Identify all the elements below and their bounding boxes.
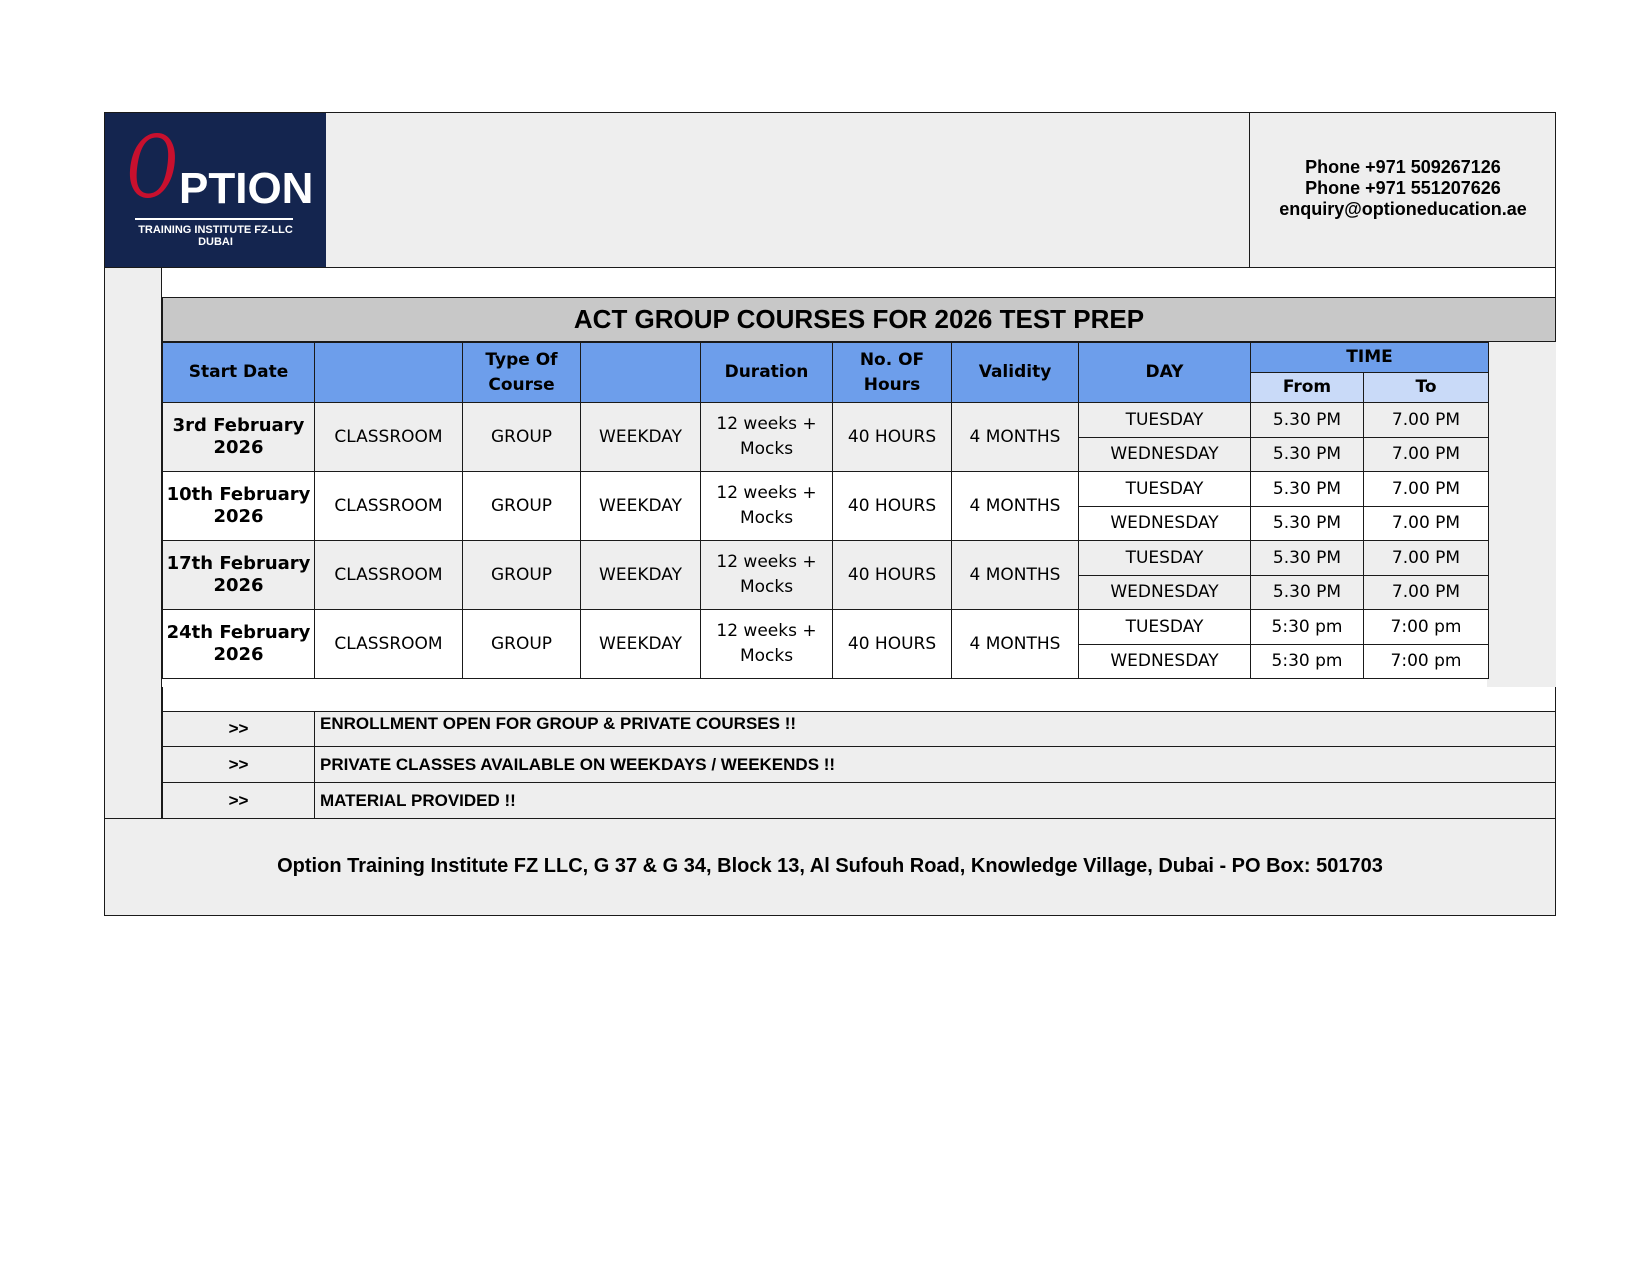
days-cell: WEEKDAY (581, 610, 701, 679)
hours-cell: 40 HOURS (833, 403, 952, 472)
table-right-fill (1487, 342, 1556, 688)
logo-underline (135, 218, 293, 220)
logo-letter-o: O (127, 118, 178, 218)
start-date-cell: 24th February 2026 (163, 610, 315, 679)
days-cell: WEEKDAY (581, 541, 701, 610)
day-cell: WEDNESDAY (1079, 645, 1251, 679)
phone-1: Phone +971 509267126 (1305, 157, 1501, 177)
hours-cell: 40 HOURS (833, 472, 952, 541)
note-arrow: >> (163, 747, 315, 782)
duration-cell: 12 weeks + Mocks (701, 403, 833, 472)
mode-cell: CLASSROOM (315, 472, 463, 541)
email-address: enquiry@optioneducation.ae (1279, 199, 1527, 219)
note-row-3 (162, 782, 1556, 819)
time-to-cell: 7.00 PM (1364, 507, 1489, 541)
time-from-cell: 5.30 PM (1251, 507, 1364, 541)
time-to-cell: 7.00 PM (1364, 438, 1489, 472)
spacer-row (162, 268, 1556, 298)
validity-cell: 4 MONTHS (952, 541, 1079, 610)
day-cell: TUESDAY (1079, 541, 1251, 576)
header-from: From (1251, 373, 1364, 403)
course-type-cell: GROUP (463, 610, 581, 679)
contact-box (1249, 112, 1556, 268)
day-cell: WEDNESDAY (1079, 576, 1251, 610)
time-to-cell: 7:00 pm (1364, 645, 1489, 679)
header-to: To (1364, 373, 1489, 403)
days-cell: WEEKDAY (581, 403, 701, 472)
header-day: DAY (1079, 343, 1251, 403)
header-validity: Validity (952, 343, 1079, 403)
header-type: Type Of Course (463, 343, 581, 403)
note-row-1 (162, 711, 1556, 747)
start-date-cell: 3rd February 2026 (163, 403, 315, 472)
phone-2: Phone +971 551207626 (1305, 178, 1501, 198)
day-cell: TUESDAY (1079, 610, 1251, 645)
table-row (163, 610, 1489, 645)
company-logo (105, 113, 326, 267)
note-text: ENROLLMENT OPEN FOR GROUP & PRIVATE COURSES !! (320, 714, 797, 733)
validity-cell: 4 MONTHS (952, 403, 1079, 472)
time-from-cell: 5.30 PM (1251, 541, 1364, 576)
page-title: ACT GROUP COURSES FOR 2026 TEST PREP (162, 297, 1556, 342)
left-margin-strip (104, 268, 162, 820)
validity-cell: 4 MONTHS (952, 610, 1079, 679)
note-arrow: >> (163, 712, 315, 746)
time-to-cell: 7.00 PM (1364, 472, 1489, 507)
hours-cell: 40 HOURS (833, 610, 952, 679)
table-row (163, 472, 1489, 507)
table-row (163, 403, 1489, 438)
time-from-cell: 5.30 PM (1251, 438, 1364, 472)
start-date-cell: 17th February 2026 (163, 541, 315, 610)
table-row (163, 541, 1489, 576)
time-to-cell: 7.00 PM (1364, 576, 1489, 610)
note-text: PRIVATE CLASSES AVAILABLE ON WEEKDAYS / WEEKENDS !! (320, 755, 836, 774)
day-cell: TUESDAY (1079, 472, 1251, 507)
day-cell: WEDNESDAY (1079, 438, 1251, 472)
mode-cell: CLASSROOM (315, 403, 463, 472)
time-from-cell: 5.30 PM (1251, 403, 1364, 438)
course-type-cell: GROUP (463, 472, 581, 541)
time-from-cell: 5.30 PM (1251, 576, 1364, 610)
footer-address: Option Training Institute FZ LLC, G 37 & G 34, Block 13, Al Sufouh Road, Knowledge Village, Dubai - PO Box: 501703 (277, 855, 1383, 877)
course-type-cell: GROUP (463, 541, 581, 610)
logo-subtitle-1: TRAINING INSTITUTE FZ-LLC (138, 224, 293, 236)
header-blank-2 (581, 343, 701, 403)
header-hours: No. OF Hours (833, 343, 952, 403)
day-cell: WEDNESDAY (1079, 507, 1251, 541)
header-start-date: Start Date (163, 343, 315, 403)
duration-cell: 12 weeks + Mocks (701, 610, 833, 679)
header-time: TIME (1251, 343, 1489, 373)
hours-cell: 40 HOURS (833, 541, 952, 610)
time-to-cell: 7.00 PM (1364, 403, 1489, 438)
note-text: MATERIAL PROVIDED !! (320, 791, 516, 810)
time-to-cell: 7.00 PM (1364, 541, 1489, 576)
time-from-cell: 5:30 pm (1251, 610, 1364, 645)
day-cell: TUESDAY (1079, 403, 1251, 438)
course-type-cell: GROUP (463, 403, 581, 472)
header-blank-1 (315, 343, 463, 403)
mode-cell: CLASSROOM (315, 610, 463, 679)
header-duration: Duration (701, 343, 833, 403)
note-row-2 (162, 746, 1556, 783)
note-arrow: >> (163, 783, 315, 818)
days-cell: WEEKDAY (581, 472, 701, 541)
duration-cell: 12 weeks + Mocks (701, 472, 833, 541)
schedule-table (162, 342, 1489, 679)
logo-subtitle-2: DUBAI (198, 236, 233, 248)
time-to-cell: 7:00 pm (1364, 610, 1489, 645)
spacer-row-2 (162, 687, 1556, 712)
duration-cell: 12 weeks + Mocks (701, 541, 833, 610)
start-date-cell: 10th February 2026 (163, 472, 315, 541)
validity-cell: 4 MONTHS (952, 472, 1079, 541)
time-from-cell: 5:30 pm (1251, 645, 1364, 679)
logo-wordmark: PTION (179, 164, 314, 213)
mode-cell: CLASSROOM (315, 541, 463, 610)
footer-band (104, 818, 1556, 916)
time-from-cell: 5.30 PM (1251, 472, 1364, 507)
